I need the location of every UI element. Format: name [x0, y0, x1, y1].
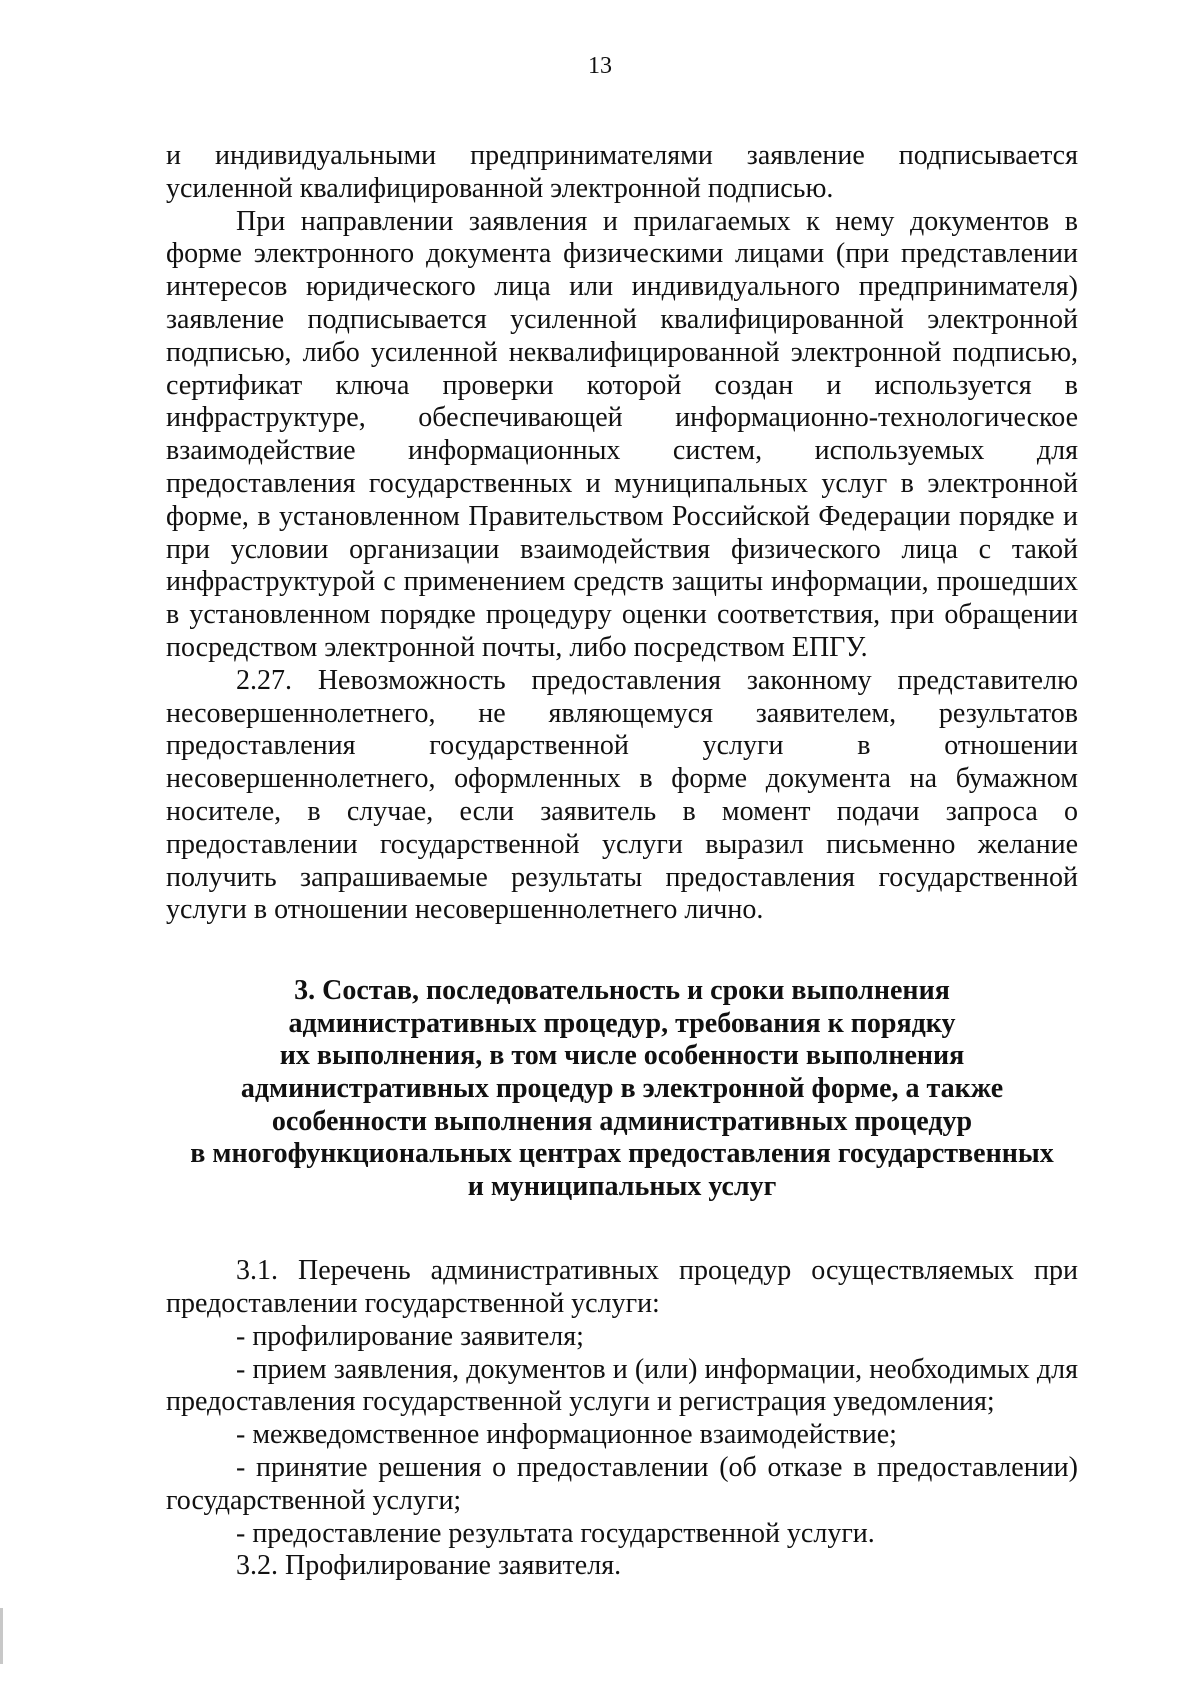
list-item: - прием заявления, документов и (или) информации, необходимых для предоставления государственной услуги и регистрация уведомления; — [166, 1353, 1078, 1418]
section-heading-line: и муниципальных услуг — [467, 1170, 777, 1202]
list-item: - межведомственное информационное взаимодействие; — [236, 1419, 897, 1451]
section-heading-line: 3. Состав, последовательность и сроки выполнения — [294, 975, 950, 1007]
list-item: - предоставление результата государственной услуги. — [236, 1517, 875, 1549]
section-heading-line: административных процедур, требования к порядку — [288, 1007, 956, 1039]
paragraph: 3.1. Перечень административных процедур осуществляемых при предоставлении государственной услуги: — [166, 1255, 1078, 1320]
paragraph: 3.2. Профилирование заявителя. — [236, 1550, 622, 1582]
section-heading-line: административных процедур в электронной форме, а также — [240, 1072, 1004, 1104]
paragraph: 2.27. Невозможность предоставления законному представителю несовершеннолетнего, не являющемуся заявителем, результатов предоставления государственной услуги в отношении несовершеннолетнего, оформленных в форме документа на бумажном носителе, в случае, если заявитель в момент подачи запроса о предоставлении государственной услуги выразил письменно желание получить запрашиваемые результаты предоставления государственной услуги в отношении несовершеннолетнего лично. — [166, 664, 1078, 926]
section-heading-line: особенности выполнения административных процедур — [271, 1105, 973, 1137]
list-item: - принятие решения о предоставлении (об отказе в предоставлении) государственной услуги; — [166, 1452, 1078, 1516]
list-item: - профилирование заявителя; — [236, 1320, 584, 1352]
scan-edge-mark — [0, 1608, 3, 1664]
section-heading-line: их выполнения, в том числе особенности выполнения — [279, 1040, 965, 1072]
section-heading — [166, 975, 1078, 1203]
document-body — [166, 140, 1078, 1583]
page-number: 13 — [588, 53, 612, 79]
section-heading-line: в многофункциональных центрах предоставления государственных — [190, 1138, 1054, 1170]
paragraph: и индивидуальными предпринимателями заявление подписывается усиленной квалифицированной электронной подписью. — [166, 140, 1078, 204]
paragraph: При направлении заявления и прилагаемых к нему документов в форме электронного документа физическими лицами (при представлении интересов юридического лица или индивидуального предпринимателя) заявление подписывается усиленной квалифицированной электронной подписью, либо усиленной неквалифицированной электронной подписью, сертификат ключа проверки которой создан и используется в инфраструктуре, обеспечивающей информационно-технологическое взаимодействие информационных систем, используемых для предоставления государственных и муниципальных услуг в электронной форме, в установленном Правительством Российской Федерации порядке и при условии организации взаимодействия физического лица с такой инфраструктурой с применением средств защиты информации, прошедших в установленном порядке процедуру оценки соответствия, при обращении посредством электронной почты, либо посредством ЕПГУ. — [166, 205, 1078, 663]
